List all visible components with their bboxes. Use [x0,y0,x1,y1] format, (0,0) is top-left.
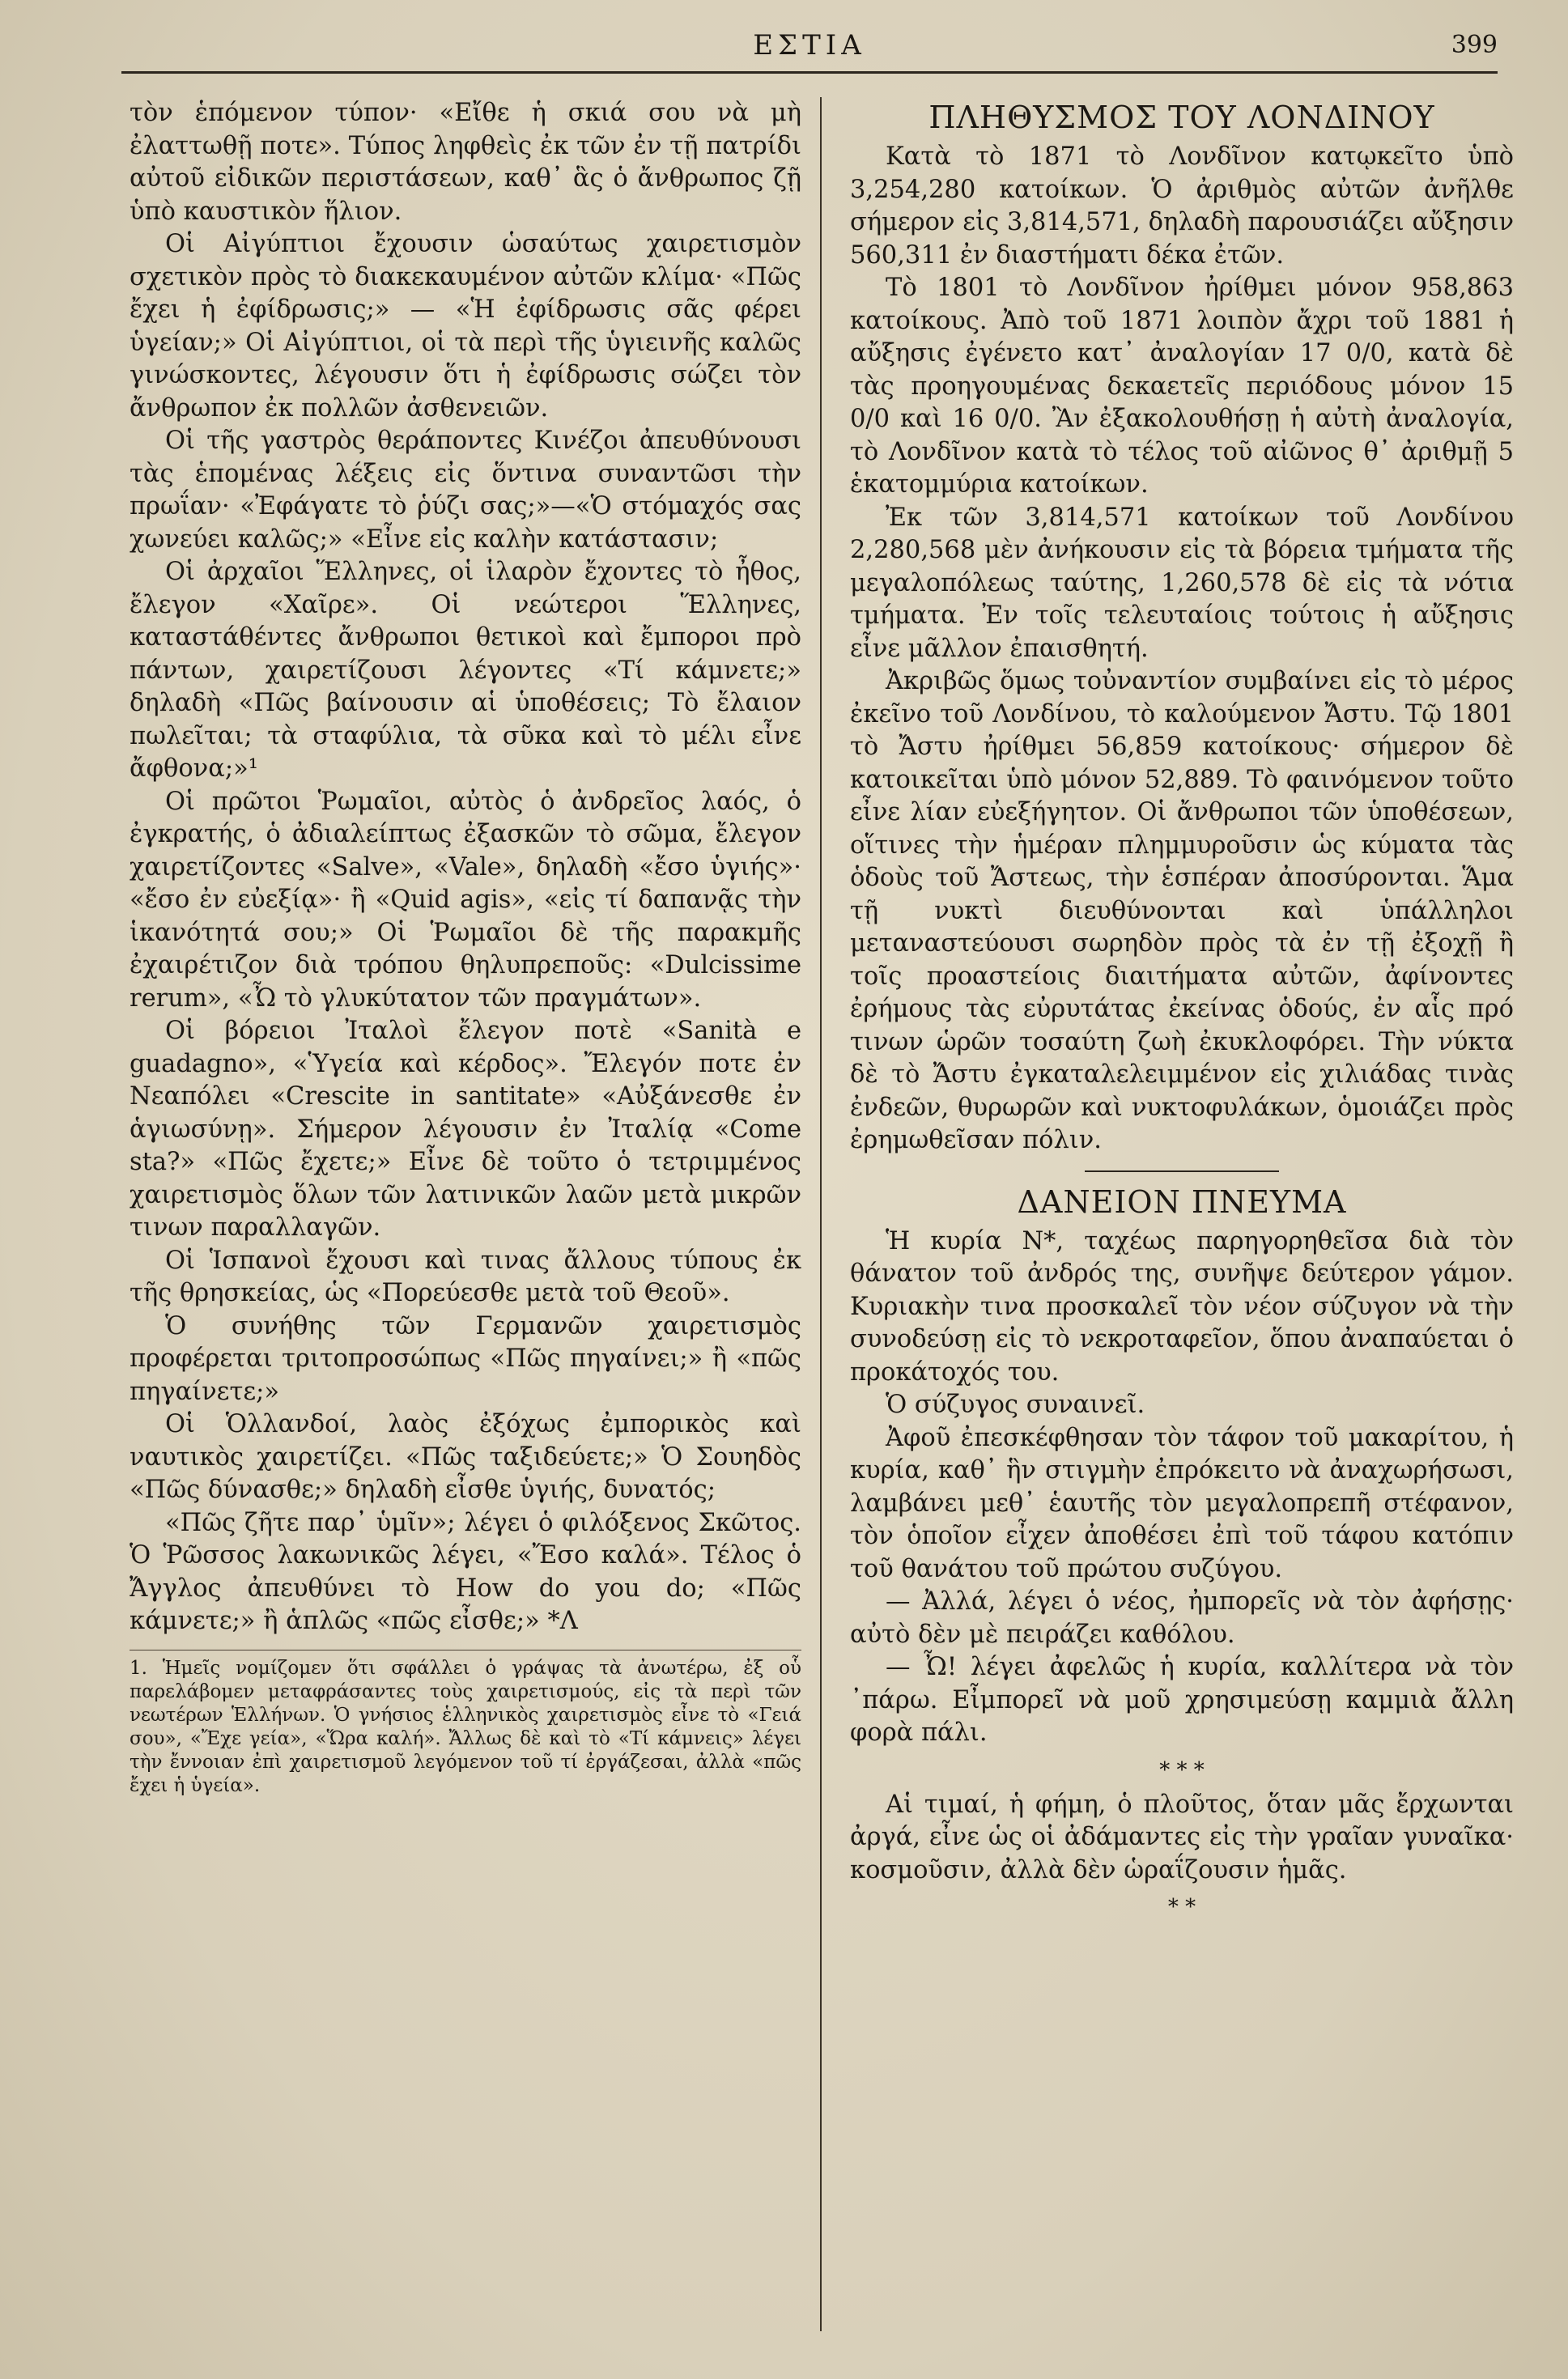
paragraph: Οἱ Αἰγύπτιοι ἔχουσιν ὡσαύτως χαιρετισμὸν σχετικὸν πρὸς τὸ διακεκαυμένον αὐτῶν κλίμα· «Πῶς ἔχει ἡ ἐφίδρωσις;» — «Ἡ ἐφίδρωσις σᾶς φέρει ὑγείαν;» Οἱ Αἰγύπτιοι, οἱ τὰ περὶ τῆς ὑγιεινῆς καλῶς γινώσκοντες, λέγουσιν ὅτι ἡ ἐφίδρωσις σώζει τὸν ἄνθρωπον ἐκ πολλῶν ἀσθενειῶν. [130,230,801,423]
paragraph: «Πῶς ζῆτε παρ᾽ ὑμῖν»; λέγει ὁ φιλόξενος Σκῶτος. Ὁ Ῥῶσσος λακωνικῶς λέγει, «Ἔσο καλά». Τέλος ὁ Ἄγγλος ἀπευθύνει τὸ How do you do; «Πῶς κάμνετε;» ἢ ἁπλῶς «πῶς εἶσθε;» *Λ [130,1508,801,1635]
footnote [130,1650,801,1798]
paragraph: Τὸ 1801 τὸ Λονδῖνον ἠρίθμει μόνον 958,863 κατοίκους. Ἀπὸ τοῦ 1871 λοιπὸν ἄχρι τοῦ 1881 ἡ αὔξησις ἐγένετο κατ᾽ ἀναλογίαν 17 0/0, κατὰ δὲ τὰς προηγουμένας δεκαετεῖς περιόδους μόνον 15 0/0 καὶ 16 0/0. Ἂν ἐξακολουθήσῃ ἡ αὐτὴ ἀναλογία, τὸ Λονδῖνον κατὰ τὸ τέλος τοῦ αἰῶνος θ᾽ ἀριθμῇ 5 ἑκατομμύρια κατοίκων. [850,274,1514,499]
paragraph: Ὁ συνήθης τῶν Γερμανῶν χαιρετισμὸς προφέρεται τριτοπροσώπως «Πῶς πηγαίνει;» ἢ «πῶς πηγαίνετε;» [130,1311,801,1406]
paragraph: Κατὰ τὸ 1871 τὸ Λονδῖνον κατῳκεῖτο ὑπὸ 3,254,280 κατοίκων. Ὁ ἀριθμὸς αὐτῶν ἀνῆλθε σήμερον εἰς 3,814,571, δηλαδὴ παρουσιάζει αὔξησιν 560,311 ἐν διαστήματι δέκα ἐτῶν. [850,142,1514,270]
paragraph: Οἱ πρῶτοι Ῥωμαῖοι, αὐτὸς ὁ ἀνδρεῖος λαός, ὁ ἐγκρατής, ὁ ἀδιαλείπτως ἐξασκῶν τὸ σῶμα, ἔλεγον χαιρετίζοντες «Salve», «Vale», δηλαδὴ «ἔσο ὑγιής»· «ἔσο ἐν εὐεξίᾳ»· ἢ «Quid agis», «εἰς τί δαπανᾷς τὴν ἱκανότητά σου;» Οἱ Ῥωμαῖοι δὲ τῆς παρακμῆς ἐχαιρέτιζον διὰ τρόπου θηλυπρεποῦς: «Dulcissime rerum», «Ὦ τὸ γλυκύτατον τῶν πραγμάτων». [130,787,801,1013]
paragraph: Ἀφοῦ ἐπεσκέφθησαν τὸν τάφον τοῦ μακαρίτου, ἡ κυρία, καθ᾽ ἣν στιγμὴν ἐπρόκειτο νὰ ἀναχωρήσωσι, λαμβάνει μεθ᾽ ἑαυτῆς τὸν μεγαλοπρεπῆ στέφανον, τὸν ὁποῖον εἶχεν ἀποθέσει ἐπὶ τοῦ τάφου κατόπιν τοῦ θανάτου τοῦ πρώτου συζύγου. [850,1423,1514,1583]
paragraph: Ὁ σύζυγος συναινεῖ. [886,1391,1145,1419]
end-asterism: * * [1167,1895,1196,1919]
section-separator [1085,1170,1279,1172]
paragraph: Ἀκριβῶς ὅμως τοὐναντίον συμβαίνει εἰς τὸ μέρος ἐκεῖνο τοῦ Λονδίνου, τὸ καλούμενον Ἄστυ. Τῷ 1801 τὸ Ἄστυ ἠρίθμει 56,859 κατοίκους· σήμερον δὲ κατοικεῖται ὑπὸ μόνον 52,889. Τὸ φαινόμενον τοῦτο εἶνε λίαν εὐεξήγητον. Οἱ ἄνθρωποι τῶν ὑποθέσεων, οἵτινες τὴν ἡμέραν πλημμυροῦσιν ὡς κύματα τὰς ὁδοὺς τοῦ Ἄστεως, τὴν ἑσπέραν ἀποσύρονται. Ἅμα τῇ νυκτὶ διευθύνονται καὶ ὑπάλληλοι μεταναστεύουσι σωρηδὸν πρὸς τὰ ἐν τῇ ἐξοχῇ ἢ τοῖς προαστείοις διαιτήματα αὐτῶν, ἀφίνοντες ἐρήμους τὰς εὐρυτάτας ἐκείνας ὁδούς, ἐν αἷς πρό τινων ὡρῶν τοσαύτη ζωὴ ἐκυκλοφόρει. Τὴν νύκτα δὲ τὸ Ἄστυ ἐγκαταλελειμμένον εἰς χιλιάδας τινὰς ἐνδεῶν, θυρωρῶν καὶ νυκτοφυλάκων, ὁμοιάζει πρὸς ἐρημωθεῖσαν πόλιν. [850,667,1514,1154]
paragraph: Οἱ Ὁλλανδοί, λαὸς ἐξόχως ἐμπορικὸς καὶ ναυτικὸς χαιρετίζει. «Πῶς ταξιδεύετε;» Ὁ Σουηδὸς «Πῶς δύνασθε;» δηλαδὴ εἶσθε ὑγιής, δυνατός; [130,1410,801,1504]
paragraph: Οἱ Ἱσπανοὶ ἔχουσι καὶ τινας ἄλλους τύπους ἐκ τῆς θρησκείας, ὡς «Πορεύεσθε μετὰ τοῦ Θεοῦ». [130,1246,801,1307]
asterism: * * * [1159,1757,1205,1782]
header-rule [121,71,1498,74]
page-number: 399 [1451,31,1498,59]
section-title-london-population: ΠΛΗΘΥΣΜΟΣ ΤΟΥ ΛΟΝΔΙΝΟΥ [928,100,1435,135]
masthead: ΕΣΤΙΑ [753,29,866,62]
paragraph: Ἡ κυρία Ν*, ταχέως παρηγορηθεῖσα διὰ τὸν θάνατον τοῦ ἀνδρός της, συνῆψε δεύτερον γάμον. Κυριακὴν τινα προσκαλεῖ τὸν νέον σύζυγον νὰ τὴν συνοδεύσῃ εἰς τὸ νεκροταφεῖον, ὅπου ἀναπαύεται ὁ προκάτοχός του. [850,1226,1514,1387]
paragraph: Οἱ τῆς γαστρὸς θεράποντες Κινέζοι ἀπευθύνουσι τὰς ἑπομένας λέξεις εἰς ὅντινα συναντῶσι τὴν πρωΐαν· «Ἐφάγατε τὸ ῥύζι σας;»—«Ὁ στόμαχός σας χωνεύει καλῶς;» «Εἶνε εἰς καλὴν κατάστασιν; [130,427,801,554]
paragraph: Αἱ τιμαί, ἡ φήμη, ὁ πλοῦτος, ὅταν μᾶς ἔρχωνται ἀργά, εἶνε ὡς οἱ ἀδάμαντες εἰς τὴν γραῖαν γυναῖκα· κοσμοῦσιν, ἀλλὰ δὲν ὡραΐζουσιν ἡμᾶς. [850,1790,1514,1884]
footnote-text: 1. Ἡμεῖς νομίζομεν ὅτι σφάλλει ὁ γράψας τὰ ἀνωτέρω, ἐξ οὗ παρελάβομεν μεταφράσαντες τοὺς χαιρετισμούς, εἰς τὰ περὶ τῶν νεωτέρων Ἑλλήνων. Ὁ γνήσιος ἑλληνικὸς χαιρετισμὸς εἶνε τὸ «Γειά σου», «Ἔχε γεία», «Ὥρα καλή». Ἄλλως δὲ καὶ τὸ «Τί κάμνεις» λέγει τὴν ἔννοιαν ἐπὶ χαιρετισμοῦ λεγόμενον τοῦ τί ἐργάζεσαι, ἀλλὰ «πῶς ἔχει ἡ ὑγεία». [130,1657,801,1796]
paragraph: Οἱ ἀρχαῖοι Ἕλληνες, οἱ ἱλαρὸν ἔχοντες τὸ ἦθος, ἔλεγον «Χαῖρε». Οἱ νεώτεροι Ἕλληνες, καταστάθέντες ἄνθρωποι θετικοὶ καὶ ἔμποροι πρὸ πάντων, χαιρετίζουσι λέγοντες «Τί κάμνετε;» δηλαδὴ «Πῶς βαίνουσιν αἱ ὑποθέσεις; Τὸ ἔλαιον πωλεῖται; τὰ σταφύλια, τὰ σῦκα καὶ τὸ μέλι εἶνε ἄφθονα;»¹ [130,558,801,783]
paragraph: Ἐκ τῶν 3,814,571 κατοίκων τοῦ Λονδίνου 2,280,568 μὲν ἀνήκουσιν εἰς τὰ βόρεια τμήματα τῆς μεγαλοπόλεως ταύτης, 1,260,578 δὲ εἰς τὰ νότια τμήματα. Ἐν τοῖς τελευταίοις τούτοις ἡ αὔξησις εἶνε μᾶλλον ἐπαισθητή. [850,503,1514,663]
paragraph: — Ὦ! λέγει ἀφελῶς ἡ κυρία, καλλίτερα νὰ τὸν ᾽πάρω. Εἶμπορεῖ νὰ μοῦ χρησιμεύσῃ καμμιὰ ἄλλη φορὰ πάλι. [850,1653,1514,1747]
paragraph: — Ἀλλά, λέγει ὁ νέος, ἠμπορεῖς νὰ τὸν ἀφήσῃς· αὐτὸ δὲν μὲ πειράζει καθόλου. [850,1587,1514,1649]
paragraph: Οἱ βόρειοι Ἰταλοὶ ἔλεγον ποτὲ «Sanità e guadagno», «Ὑγεία καὶ κέρδος». Ἔλεγόν ποτε ἐν Νεαπόλει «Crescite in santitate» «Αὐξάνεσθε ἐν ἁγιωσύνῃ». Σήμερον λέγουσιν ἐν Ἰταλίᾳ «Come sta?» «Πῶς ἔχετε;» Εἶνε δὲ τοῦτο ὁ τετριμμένος χαιρετισμὸς ὅλων τῶν λατινικῶν λαῶν μετὰ μικρῶν τινων παραλλαγῶν. [130,1017,801,1242]
paragraph: τὸν ἑπόμενον τύπον· «Εἴθε ἡ σκιά σου νὰ μὴ ἐλαττωθῇ ποτε». Τύπος ληφθεὶς ἐκ τῶν ἐν τῇ πατρίδι αὐτοῦ εἰδικῶν περιστάσεων, καθ᾽ ἃς ὁ ἄνθρωπος ζῇ ὑπὸ καυστικὸν ἥλιον. [130,99,801,226]
column-divider [820,97,822,2331]
left-column [130,97,801,1798]
right-column [850,97,1514,1926]
section-title-borrowed-wit: ΔΑΝΕΙΟΝ ΠΝΕΥΜΑ [1017,1183,1347,1220]
page-header [121,24,1498,73]
